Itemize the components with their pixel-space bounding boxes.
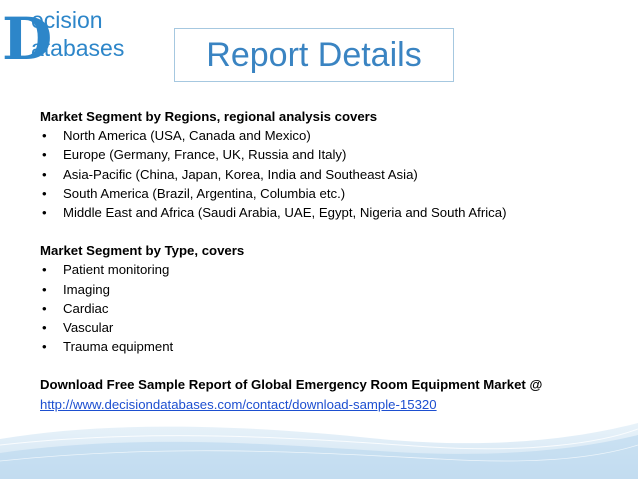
bullet-icon: • (42, 185, 47, 201)
decorative-wave-footer (0, 409, 638, 479)
list-item: • Cardiac (40, 299, 630, 318)
report-content (40, 107, 630, 414)
regions-list (40, 126, 630, 222)
types-list (40, 260, 630, 356)
logo-line-1: ecision (31, 7, 103, 33)
bullet-icon: • (42, 281, 47, 297)
spacer (40, 356, 630, 375)
list-item: • North America (USA, Canada and Mexico) (40, 126, 630, 145)
types-heading: Market Segment by Type, covers (40, 243, 245, 259)
spacer (40, 222, 630, 241)
bullet-icon: • (42, 320, 47, 336)
page-title: Report Details (174, 28, 454, 82)
logo-letter: D (2, 5, 53, 73)
regions-heading: Market Segment by Regions, regional analysis covers (40, 109, 378, 124)
list-item: • South America (Brazil, Argentina, Columbia etc.) (40, 184, 630, 203)
list-item: • Middle East and Africa (Saudi Arabia, UAE, Egypt, Nigeria and South Africa) (40, 203, 630, 222)
bullet-icon: • (42, 128, 47, 144)
download-text: Download Free Sample Report of Global Emergency Room Equipment Market @ (40, 377, 543, 393)
bullet-icon: • (42, 300, 47, 316)
bullet-icon: • (42, 205, 47, 221)
logo-line-2: atabases (31, 35, 125, 61)
decision-databases-logo (0, 4, 140, 73)
list-item: • Patient monitoring (40, 260, 630, 279)
bullet-icon: • (42, 166, 47, 182)
bullet-icon: • (42, 339, 47, 355)
list-item: • Imaging (40, 280, 630, 299)
download-sample-link[interactable]: http://www.decisiondatabases.com/contact/download-sample-15320 (40, 396, 437, 412)
bullet-icon: • (42, 147, 47, 163)
list-item: • Vascular (40, 318, 630, 337)
list-item: • Asia-Pacific (China, Japan, Korea, India and Southeast Asia) (40, 165, 630, 184)
list-item: • Trauma equipment (40, 337, 630, 356)
bullet-icon: • (42, 262, 47, 278)
list-item: • Europe (Germany, France, UK, Russia and Italy) (40, 145, 630, 164)
